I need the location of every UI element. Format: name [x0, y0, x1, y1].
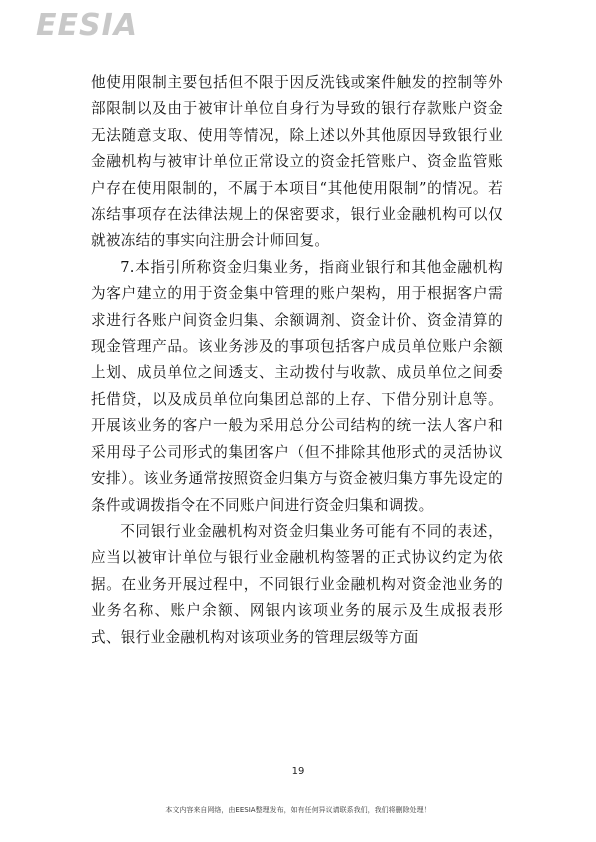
footer-disclaimer: 本文内容来自网络，由EESIA整理发布，如有任何异议请联系我们，我们将删除处理！ — [165, 806, 431, 814]
document-body — [91, 70, 503, 651]
body-paragraph-continuation: 他使用限制主要包括但不限于因反洗钱或案件触发的控制等外部限制以及由于被审计单位自身行为导致的银行存款账户资金无法随意支取、使用等情况，除上述以外其他原因导致银行业金融机构与被审计单位正常设立的资金托管账户、资金监管账户存在使用限制的，不属于本项目“其他使用限制”的情况。若冻结事项存在法律法规上的保密要求，银行业金融机构可以仅就被冻结的事实向注册会计师回复。 — [91, 74, 503, 250]
eesia-logo: EESIA — [36, 8, 138, 43]
page-number: 19 — [291, 766, 305, 777]
body-paragraph-different-expressions: 不同银行业金融机构对资金归集业务可能有不同的表述，应当以被审计单位与银行业金融机构签署的正式协议约定为依据。在业务开展过程中，不同银行业金融机构对资金池业务的业务名称、账户余额、网银内该项业务的展示及生成报表形式、银行业金融机构对该项业务的管理层级等方面 — [91, 522, 503, 646]
body-paragraph-fund-pooling: 7.本指引所称资金归集业务，指商业银行和其他金融机构为客户建立的用于资金集中管理的账户架构，用于根据客户需求进行各账户间资金归集、余额调剂、资金计价、资金清算的现金管理产品。该业务涉及的事项包括客户成员单位账户余额上划、成员单位之间透支、主动拨付与收款、成员单位之间委托借贷，以及成员单位向集团总部的上存、下借分别计息等。开展该业务的客户一般为采用总分公司结构的统一法人客户和采用母子公司形式的集团客户（但不排除其他形式的灵活协议安排）。该业务通常按照资金归集方与资金被归集方事先设定的条件或调拨指令在不同账户间进行资金归集和调拨。 — [91, 258, 503, 514]
